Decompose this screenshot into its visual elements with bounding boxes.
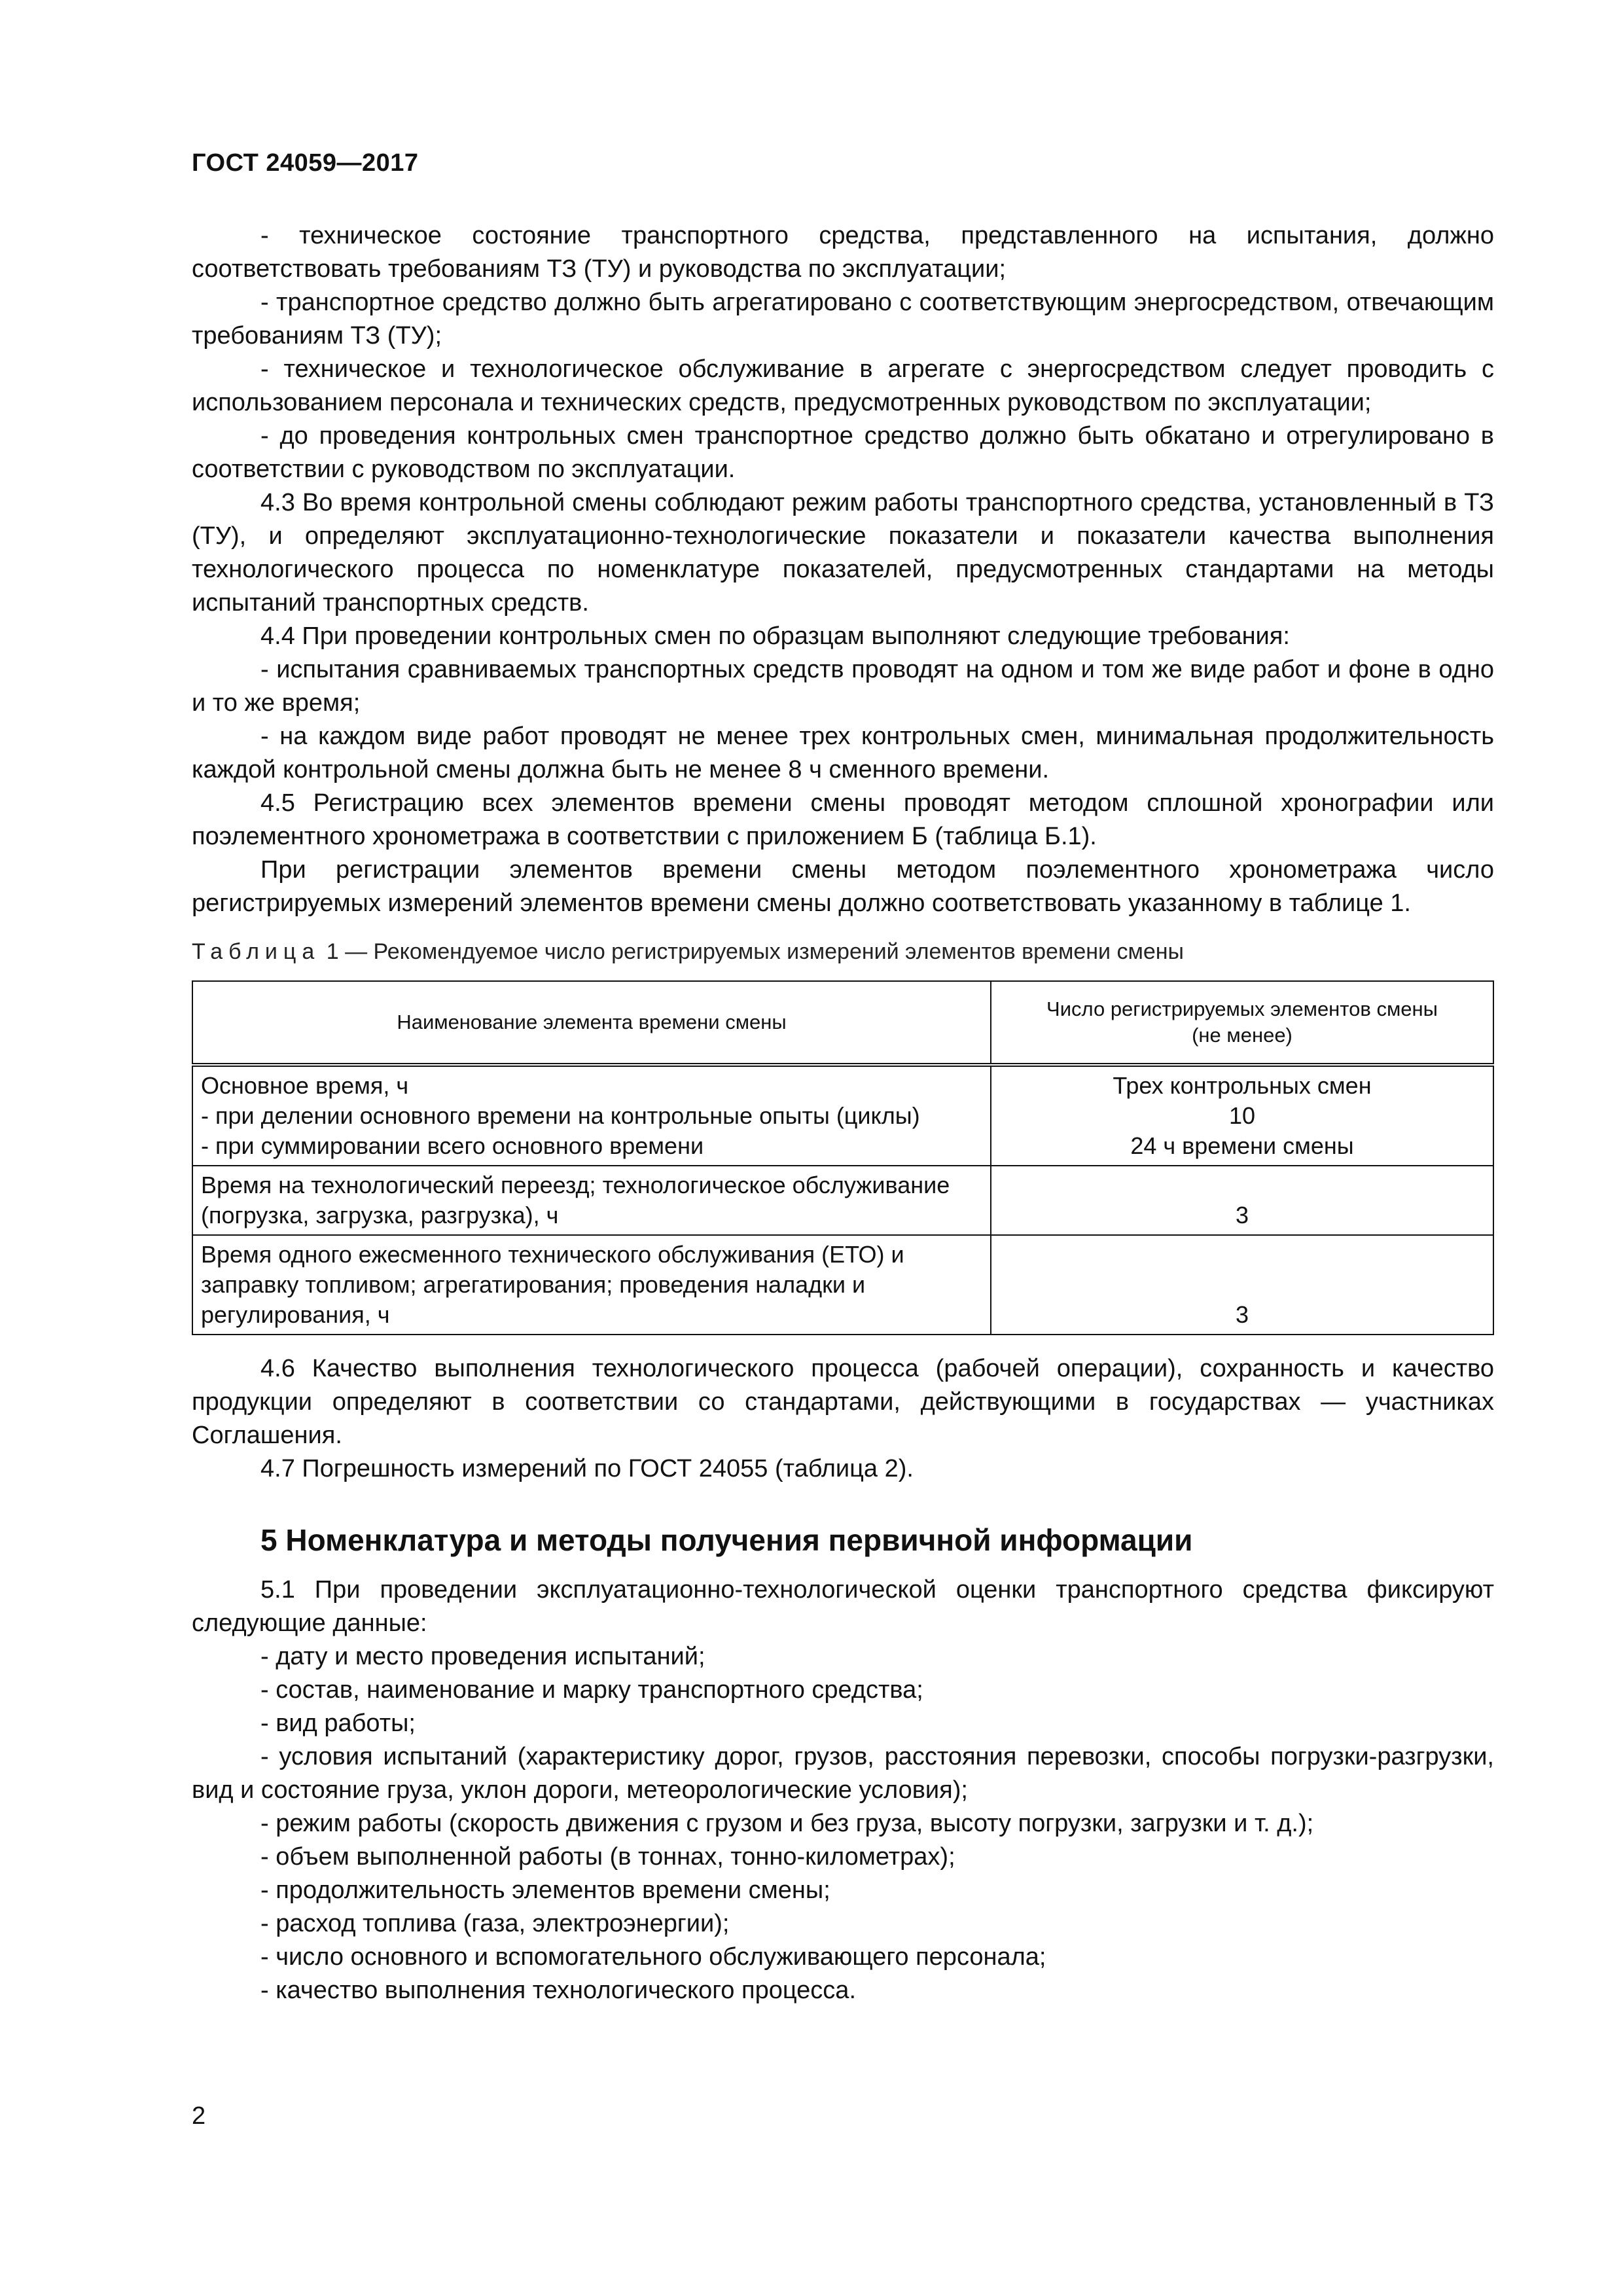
table-row	[192, 1065, 1493, 1166]
list-item: - качество выполнения технологического процесса.	[260, 1977, 856, 2004]
table-cell-value: 3	[991, 1166, 1493, 1235]
table-cell-name	[192, 1065, 991, 1166]
list-item: - дату и место проведения испытаний;	[260, 1643, 705, 1670]
table-cell-value: 3	[991, 1235, 1493, 1335]
top-paragraphs	[192, 219, 1494, 920]
table-header-col1: Наименование элемента времени смены	[192, 981, 991, 1065]
middle-paragraphs	[192, 1352, 1494, 1486]
section-5-title: 5 Номенклатура и методы получения первичной информации	[260, 1523, 1193, 1557]
cell-line: 24 ч времени смены	[1130, 1132, 1354, 1159]
paragraph-4-4: 4.4 При проведении контрольных смен по образцам выполняют следующие требования:	[260, 622, 1290, 650]
cell-line: 10	[1228, 1102, 1256, 1129]
section-5-paragraphs	[192, 1573, 1494, 2007]
paragraph-4-7: 4.7 Погрешность измерений по ГОСТ 24055 (таблица 2).	[260, 1455, 914, 1482]
paragraph-5-1: 5.1 При проведении эксплуатационно-технологической оценки транспортного средства фиксируют следующие данные:	[192, 1576, 1494, 1637]
list-item: - объем выполненной работы (в тоннах, тонно-километрах);	[260, 1843, 955, 1871]
table-row	[192, 1235, 1493, 1335]
table-cell-name: Время на технологический переезд; технологическое обслуживание (погрузка, загрузка, разгрузка), ч	[192, 1166, 991, 1235]
paragraph: - техническое и технологическое обслуживание в агрегате с энергосредством следует проводить с использованием персонала и технических средств, предусмотренных руководством по эксплуатации;	[192, 355, 1494, 416]
table-cell-name: Время одного ежесменного технического обслуживания (ЕТО) и заправку топливом; агрегатирования; проведения наладки и регулирования, ч	[192, 1235, 991, 1335]
table-caption	[192, 936, 1494, 967]
list-item: - число основного и вспомогательного обслуживающего персонала;	[260, 1943, 1046, 1971]
list-item: - расход топлива (газа, электроэнергии);	[260, 1910, 730, 1937]
table-header-col2-line1: Число регистрируемых элементов смены	[1046, 997, 1438, 1020]
list-item: - вид работы;	[260, 1710, 416, 1737]
list-item: - условия испытаний (характеристику дорог, грузов, расстояния перевозки, способы погрузки-разгрузки, вид и состояние груза, уклон дороги, метеорологические условия);	[192, 1743, 1494, 1804]
paragraph-4-5: 4.5 Регистрацию всех элементов времени смены проводят методом сплошной хронографии или поэлементного хронометража в соответствии с приложением Б (таблица Б.1).	[192, 789, 1494, 850]
document-header: ГОСТ 24059—2017	[192, 149, 419, 177]
cell-line: - при делении основного времени на контрольные опыты (циклы)	[201, 1102, 920, 1129]
table-1	[192, 980, 1494, 1335]
table-caption-text: 1 — Рекомендуемое число регистрируемых измерений элементов времени смены	[320, 939, 1184, 964]
page-content	[192, 219, 1494, 2007]
paragraph: - до проведения контрольных смен транспортное средство должно быть обкатано и отрегулировано в соответствии с руководством по эксплуатации.	[192, 422, 1494, 483]
paragraph: - транспортное средство должно быть агрегатировано с соответствующим энергосредством, отвечающим требованиям ТЗ (ТУ);	[192, 289, 1494, 350]
table-caption-word: Таблица	[192, 939, 321, 964]
cell-line: - при суммировании всего основного времени	[201, 1132, 704, 1159]
paragraph: При регистрации элементов времени смены методом поэлементного хронометража число регистрируемых измерений элементов времени смены должно соответствовать указанному в таблице 1.	[192, 856, 1494, 917]
list-item: - состав, наименование и марку транспортного средства;	[260, 1676, 923, 1704]
paragraph: - испытания сравниваемых транспортных средств проводят на одном и том же виде работ и фоне в одно и то же время;	[192, 656, 1494, 717]
table-header-col2	[991, 981, 1493, 1065]
table-cell-value	[991, 1065, 1493, 1166]
table-header-row	[192, 981, 1493, 1065]
paragraph: - на каждом виде работ проводят не менее трех контрольных смен, минимальная продолжительность каждой контрольной смены должна быть не менее 8 ч сменного времени.	[192, 723, 1494, 783]
paragraph-4-6: 4.6 Качество выполнения технологического процесса (рабочей операции), сохранность и качество продукции определяют в соответствии со стандартами, действующими в государствах — участниках Соглашения.	[192, 1355, 1494, 1449]
table-row	[192, 1166, 1493, 1235]
list-item: - продолжительность элементов времени смены;	[260, 1876, 830, 1904]
cell-line: Трех контрольных смен	[1113, 1072, 1372, 1099]
page-number: 2	[192, 2102, 206, 2130]
list-item: - режим работы (скорость движения с грузом и без груза, высоту погрузки, загрузки и т. д.);	[260, 1810, 1314, 1837]
paragraph: - техническое состояние транспортного средства, представленного на испытания, должно соответствовать требованиям ТЗ (ТУ) и руководства по эксплуатации;	[192, 222, 1494, 283]
table-header-col2-line2: (не менее)	[1192, 1024, 1293, 1047]
paragraph-4-3: 4.3 Во время контрольной смены соблюдают режим работы транспортного средства, установленный в ТЗ (ТУ), и определяют эксплуатационно-технологические показатели и показатели качества выполнения технологического процесса по номенклатуре показателей, предусмотренных стандартами на методы испытаний транспортных средств.	[192, 489, 1494, 617]
cell-line: Основное время, ч	[201, 1072, 409, 1099]
